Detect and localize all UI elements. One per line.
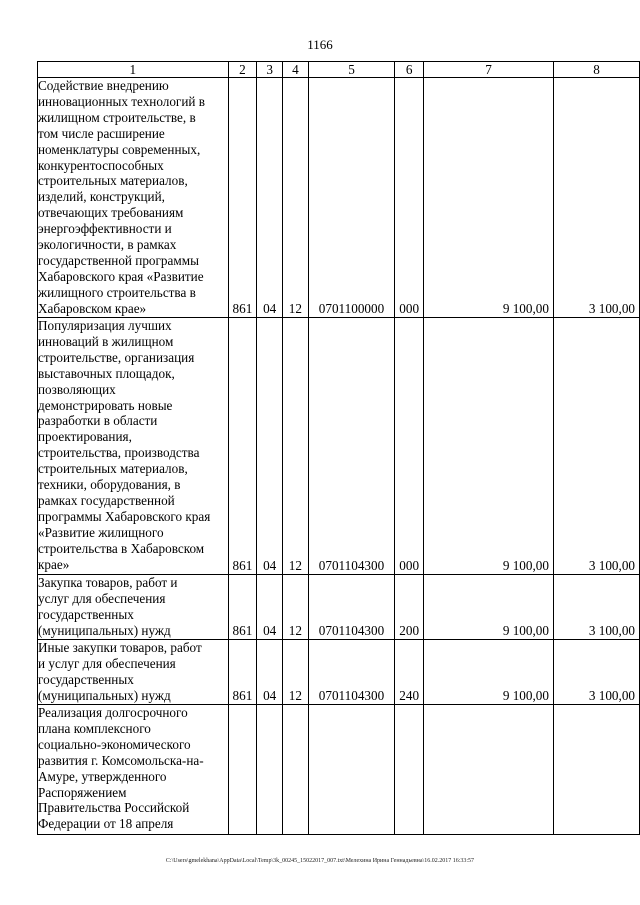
file-path-footer: C:\Users\gmelekhana\AppData\Local\Temp\3k_00245_15022017_007.txt\Мелехина Ирина Геннадьевна\16.02.2017 16:33:57	[165, 858, 475, 864]
desc-line: строительства в Хабаровском	[38, 540, 205, 556]
cell-target-article	[309, 833, 395, 834]
cell-expense-type: 000	[399, 301, 420, 316]
desc-line: жилищного строительства в	[38, 284, 196, 300]
row-description	[38, 640, 229, 705]
desc-line: том числе расширение	[38, 125, 165, 141]
cell-ministry-code: 861	[232, 623, 253, 638]
table-row	[38, 640, 640, 705]
desc-line: строительных материалов,	[38, 461, 188, 477]
desc-line: услуг для обеспечения	[38, 590, 166, 606]
cell-amount-col7: 9 100,00	[502, 688, 549, 703]
desc-line: социально-экономического	[38, 736, 191, 752]
row-description	[38, 318, 229, 575]
desc-line: государственной программы	[38, 252, 199, 268]
cell-amount-col8: 3 100,00	[588, 688, 635, 703]
desc-line: Хабаровском крае»	[38, 300, 147, 316]
desc-line: (муниципальных) нужд	[38, 622, 171, 638]
row-description	[38, 575, 229, 640]
cell-amount-col8	[554, 833, 635, 834]
header-cell-2: 2	[228, 62, 257, 78]
header-cell-5: 5	[308, 62, 395, 78]
cell-section: 04	[263, 623, 277, 638]
desc-line: жилищном строительстве, в	[38, 109, 196, 125]
budget-table	[37, 61, 640, 835]
desc-line: экологичности, в рамках	[38, 237, 177, 253]
table-row	[38, 705, 640, 835]
row-description	[38, 78, 229, 318]
cell-target-article: 0701104300	[318, 558, 385, 573]
header-cell-4: 4	[283, 62, 309, 78]
desc-line: Реализация долгосрочного	[38, 705, 188, 720]
cell-subsection	[283, 833, 308, 834]
desc-line: номенклатуры современных,	[38, 141, 201, 157]
desc-line: плана комплексного	[38, 720, 151, 736]
desc-line: программы Хабаровского края	[38, 508, 211, 524]
desc-line: Правительства Российской	[38, 800, 190, 816]
cell-expense-type	[395, 833, 423, 834]
desc-line: техники, оборудования, в	[38, 477, 181, 493]
desc-line: проектирования,	[38, 429, 132, 445]
desc-line: Хабаровского края «Развитие	[38, 268, 204, 284]
cell-section: 04	[263, 688, 277, 703]
table-row	[38, 78, 640, 318]
cell-ministry-code	[229, 833, 257, 834]
desc-line: разработки в области	[38, 413, 158, 429]
desc-line: Распоряжением	[38, 784, 127, 800]
cell-ministry-code: 861	[232, 688, 253, 703]
desc-line: Популяризация лучших	[38, 318, 172, 333]
desc-line: рамках государственной	[38, 492, 175, 508]
desc-line: государственных	[38, 606, 134, 622]
desc-line: Содействие внедрению	[38, 78, 169, 93]
header-cell-7: 7	[424, 62, 554, 78]
desc-line: выставочных площадок,	[38, 365, 175, 381]
desc-line: (муниципальных) нужд	[38, 687, 171, 703]
cell-subsection: 12	[288, 301, 302, 316]
table-row	[38, 575, 640, 640]
header-row	[38, 62, 640, 78]
cell-amount-col8: 3 100,00	[588, 623, 635, 638]
desc-line: позволяющих	[38, 381, 116, 397]
cell-amount-col8: 3 100,00	[588, 301, 635, 316]
cell-amount-col7: 9 100,00	[502, 558, 549, 573]
desc-line: строительства, производства	[38, 445, 200, 461]
desc-line: инноваций в жилищном	[38, 333, 174, 349]
desc-line: изделий, конструкций,	[38, 189, 165, 205]
table-row	[38, 318, 640, 575]
cell-amount-col7: 9 100,00	[502, 623, 549, 638]
desc-line: инновационных технологий в	[38, 93, 205, 109]
desc-line: Закупка товаров, работ и	[38, 575, 178, 590]
page-number: 1166	[307, 37, 333, 52]
desc-line: строительных материалов,	[38, 173, 188, 189]
cell-subsection: 12	[288, 623, 302, 638]
cell-subsection: 12	[288, 688, 302, 703]
desc-line: Амуре, утвержденного	[38, 768, 167, 784]
desc-line: развития г. Комсомольска-на-	[38, 752, 204, 768]
cell-expense-type: 000	[399, 558, 420, 573]
cell-target-article: 0701104300	[318, 688, 385, 703]
desc-line: и услуг для обеспечения	[38, 655, 176, 671]
desc-line: Иные закупки товаров, работ	[38, 640, 202, 655]
cell-amount-col7	[424, 833, 549, 834]
cell-expense-type: 200	[399, 623, 420, 638]
cell-target-article: 0701104300	[318, 623, 385, 638]
desc-line: демонстрировать новые	[38, 397, 173, 413]
cell-ministry-code: 861	[232, 558, 253, 573]
cell-subsection: 12	[288, 558, 302, 573]
desc-line: конкурентоспособных	[38, 157, 164, 173]
desc-line: государственных	[38, 671, 134, 687]
cell-amount-col8: 3 100,00	[588, 558, 635, 573]
desc-line: энергоэффективности и	[38, 221, 172, 237]
desc-line: строительстве, организация	[38, 349, 195, 365]
desc-line: Федерации от 18 апреля	[38, 816, 174, 832]
desc-line: «Развитие жилищного	[38, 524, 164, 540]
cell-section	[257, 833, 282, 834]
cell-amount-col7: 9 100,00	[502, 301, 549, 316]
header-cell-8: 8	[553, 62, 639, 78]
desc-line: отвечающих требованиям	[38, 205, 184, 221]
header-cell-1: 1	[38, 62, 229, 78]
cell-ministry-code: 861	[232, 301, 253, 316]
cell-section: 04	[263, 301, 277, 316]
cell-expense-type: 240	[399, 688, 420, 703]
header-cell-3: 3	[257, 62, 283, 78]
cell-section: 04	[263, 558, 277, 573]
cell-target-article: 0701100000	[318, 301, 385, 316]
desc-line: крае»	[38, 556, 70, 572]
row-description	[38, 705, 229, 835]
header-cell-6: 6	[395, 62, 424, 78]
